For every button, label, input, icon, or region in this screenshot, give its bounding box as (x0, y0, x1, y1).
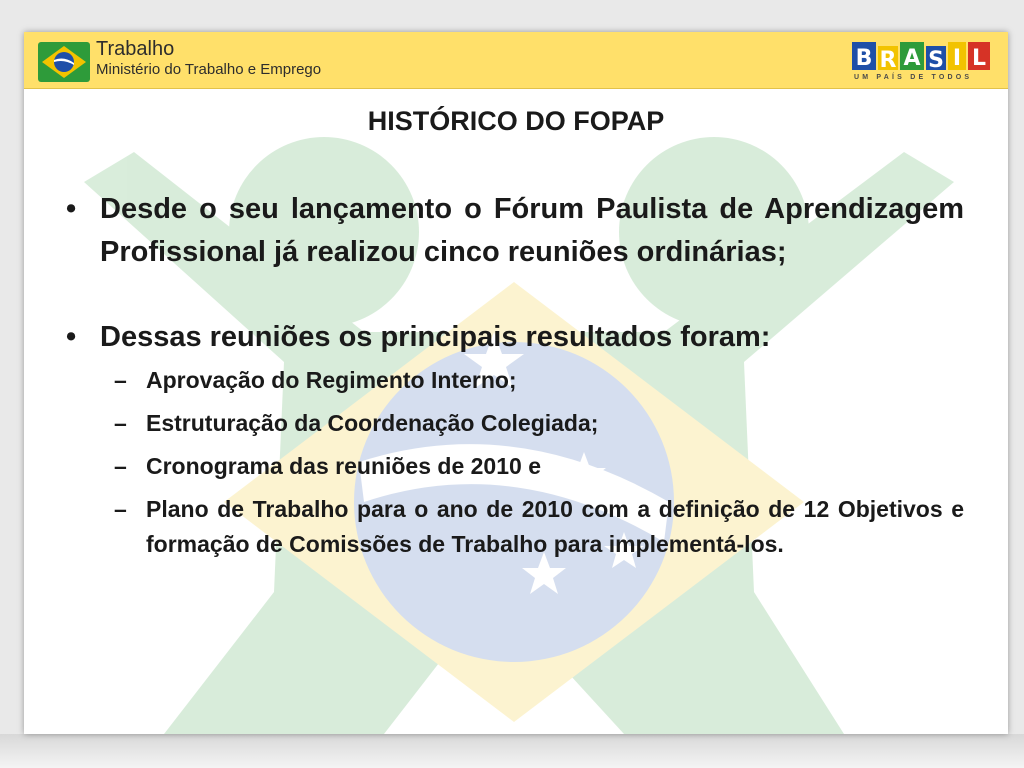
dash-icon: – (114, 453, 127, 479)
svg-text:R: R (879, 48, 897, 73)
svg-text:B: B (855, 46, 873, 71)
bullet-item (64, 188, 964, 274)
bullet-icon: • (66, 321, 77, 353)
header-bar (24, 32, 1008, 89)
dash-icon: – (114, 410, 127, 436)
sub-item (64, 449, 964, 484)
bullet-item (64, 316, 964, 359)
brazil-flag-icon (38, 42, 90, 82)
svg-text:I: I (952, 46, 962, 71)
header-subtitle: Ministério do Trabalho e Emprego (96, 61, 322, 78)
svg-text:S: S (928, 48, 944, 73)
bullet-icon: • (66, 193, 77, 225)
sub-item-text: Estruturação da Coordenação Colegiada; (146, 410, 599, 436)
sub-item-text: Aprovação do Regimento Interno; (146, 367, 517, 393)
bullet-text: Dessas reuniões os principais resultados foram: (100, 321, 771, 353)
header-title: Trabalho (96, 38, 175, 60)
svg-text:L: L (971, 46, 987, 71)
bullet-text: Desde o seu lançamento o Fórum Paulista de Aprendizagem Profissional já realizou cinco reuniões ordinárias; (100, 193, 964, 268)
sub-item-text: Plano de Trabalho para o ano de 2010 com a definição de 12 Objetivos e formação de Comissões de Trabalho para implementá-los. (146, 496, 964, 557)
slide (24, 32, 1008, 734)
brasil-tagline: UM PAÍS DE TODOS (854, 74, 973, 81)
dash-icon: – (114, 496, 127, 522)
sub-item-text: Cronograma das reuniões de 2010 e (146, 453, 541, 479)
sub-item (64, 406, 964, 441)
sub-item (64, 363, 964, 398)
slide-bottom-shadow (0, 734, 1024, 768)
dash-icon: – (114, 367, 127, 393)
sub-item (64, 492, 964, 562)
slide-title: HISTÓRICO DO FOPAP (367, 106, 665, 136)
slide-content (64, 188, 964, 562)
svg-text:A: A (903, 46, 921, 71)
